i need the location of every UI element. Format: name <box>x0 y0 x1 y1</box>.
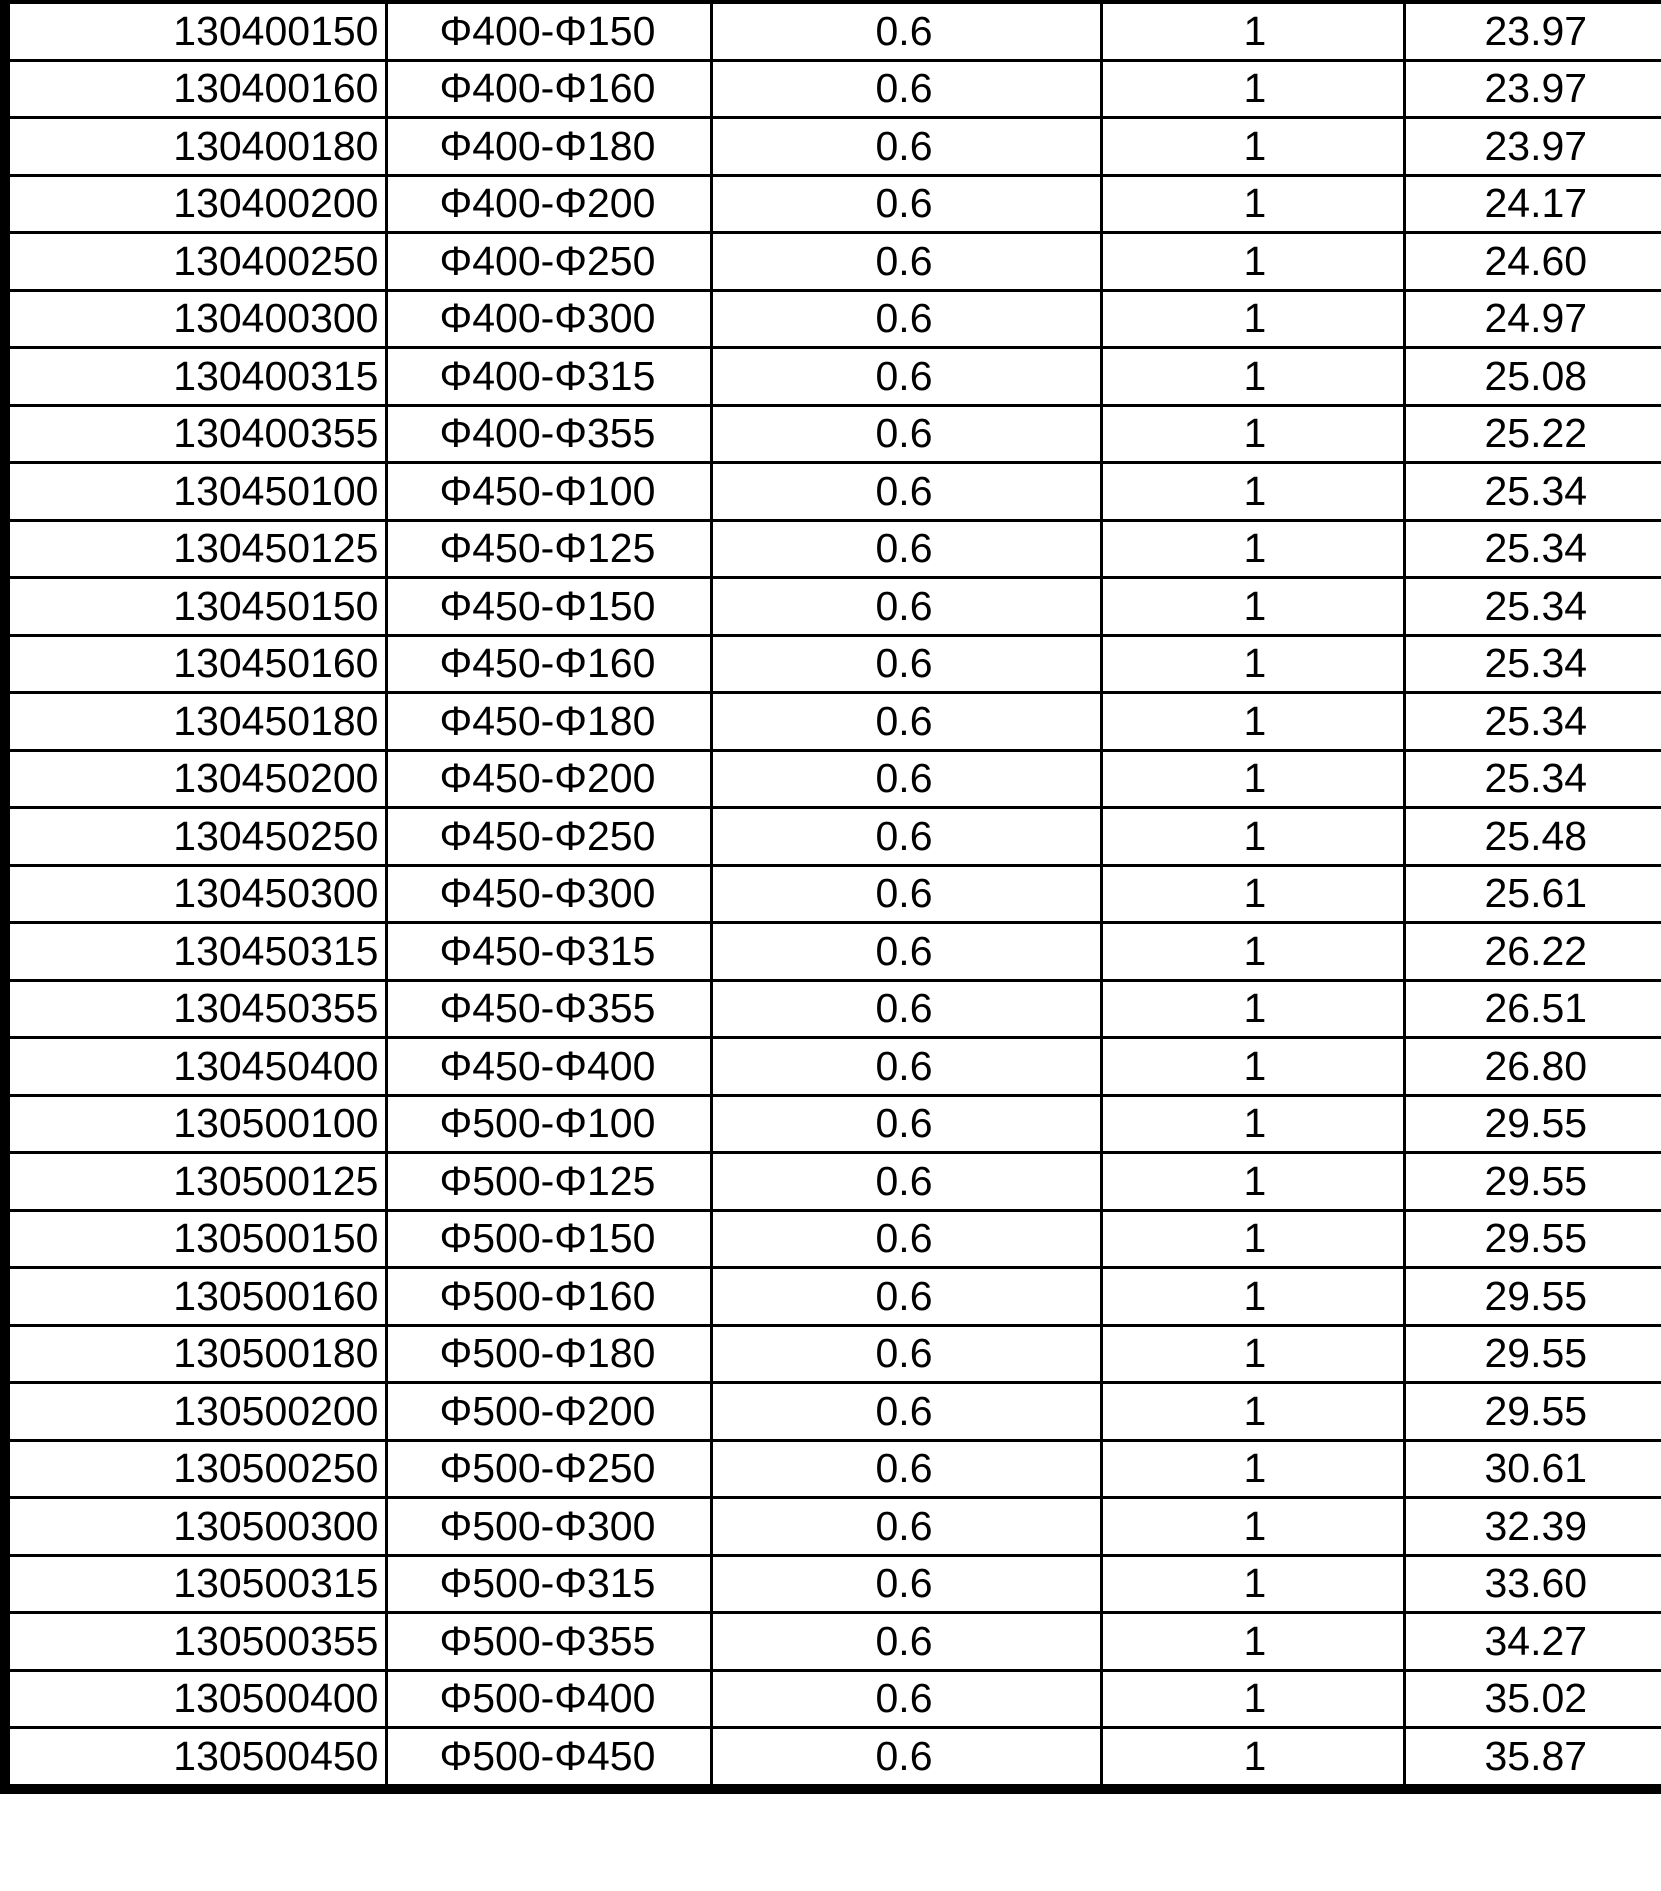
quantity-cell[interactable]: 1 <box>1101 1153 1404 1211</box>
price-cell[interactable]: 26.22 <box>1404 923 1661 981</box>
table-row <box>5 405 1661 463</box>
product-code-cell[interactable]: 130450300 <box>5 865 386 923</box>
price-cell[interactable]: 26.51 <box>1404 980 1661 1038</box>
table-row <box>5 463 1661 521</box>
spec-cell[interactable]: Φ400-Φ315 <box>386 348 711 406</box>
thickness-cell[interactable]: 0.6 <box>711 1555 1101 1613</box>
thickness-cell[interactable]: 0.6 <box>711 1613 1101 1671</box>
thickness-cell[interactable]: 0.6 <box>711 1670 1101 1728</box>
price-cell[interactable]: 32.39 <box>1404 1498 1661 1556</box>
price-cell[interactable]: 24.97 <box>1404 290 1661 348</box>
product-code-cell[interactable]: 130400300 <box>5 290 386 348</box>
quantity-cell[interactable]: 1 <box>1101 60 1404 118</box>
table-row <box>5 290 1661 348</box>
price-cell[interactable]: 25.34 <box>1404 635 1661 693</box>
price-cell[interactable]: 26.80 <box>1404 1038 1661 1096</box>
product-code-cell[interactable]: 130500300 <box>5 1498 386 1556</box>
price-cell[interactable]: 24.17 <box>1404 175 1661 233</box>
quantity-cell[interactable]: 1 <box>1101 1038 1404 1096</box>
price-cell[interactable]: 23.97 <box>1404 60 1661 118</box>
thickness-cell[interactable]: 0.6 <box>711 750 1101 808</box>
thickness-cell[interactable]: 0.6 <box>711 463 1101 521</box>
spec-cell[interactable]: Φ500-Φ150 <box>386 1210 711 1268</box>
spec-cell[interactable]: Φ500-Φ450 <box>386 1728 711 1789</box>
table-row <box>5 865 1661 923</box>
quantity-cell[interactable]: 1 <box>1101 1670 1404 1728</box>
price-cell[interactable]: 30.61 <box>1404 1440 1661 1498</box>
table-row <box>5 1210 1661 1268</box>
spec-cell[interactable]: Φ450-Φ100 <box>386 463 711 521</box>
product-code-cell[interactable]: 130500100 <box>5 1095 386 1153</box>
spec-cell[interactable]: Φ500-Φ315 <box>386 1555 711 1613</box>
product-code-cell[interactable]: 130450160 <box>5 635 386 693</box>
product-code-cell[interactable]: 130500315 <box>5 1555 386 1613</box>
spec-cell[interactable]: Φ450-Φ250 <box>386 808 711 866</box>
spec-cell[interactable]: Φ450-Φ355 <box>386 980 711 1038</box>
quantity-cell[interactable]: 1 <box>1101 980 1404 1038</box>
thickness-cell[interactable]: 0.6 <box>711 1383 1101 1441</box>
quantity-cell[interactable]: 1 <box>1101 1440 1404 1498</box>
price-cell[interactable]: 29.55 <box>1404 1325 1661 1383</box>
table-row <box>5 1728 1661 1789</box>
quantity-cell[interactable]: 1 <box>1101 118 1404 176</box>
quantity-cell[interactable]: 1 <box>1101 1095 1404 1153</box>
table-row <box>5 1153 1661 1211</box>
table-row <box>5 808 1661 866</box>
spec-cell[interactable]: Φ400-Φ355 <box>386 405 711 463</box>
table-row <box>5 348 1661 406</box>
table-row <box>5 1555 1661 1613</box>
product-code-cell[interactable]: 130500200 <box>5 1383 386 1441</box>
spec-cell[interactable]: Φ400-Φ250 <box>386 233 711 291</box>
product-code-cell[interactable]: 130400180 <box>5 118 386 176</box>
spec-cell[interactable]: Φ500-Φ355 <box>386 1613 711 1671</box>
price-cell[interactable]: 25.48 <box>1404 808 1661 866</box>
product-code-cell[interactable]: 130400355 <box>5 405 386 463</box>
thickness-cell[interactable]: 0.6 <box>711 808 1101 866</box>
product-code-cell[interactable]: 130450125 <box>5 520 386 578</box>
product-code-cell[interactable]: 130400150 <box>5 2 386 60</box>
price-cell[interactable]: 23.97 <box>1404 118 1661 176</box>
table-row <box>5 1325 1661 1383</box>
quantity-cell[interactable]: 1 <box>1101 578 1404 636</box>
spec-cell[interactable]: Φ450-Φ300 <box>386 865 711 923</box>
thickness-cell[interactable]: 0.6 <box>711 290 1101 348</box>
quantity-cell[interactable]: 1 <box>1101 923 1404 981</box>
spec-cell[interactable]: Φ450-Φ200 <box>386 750 711 808</box>
thickness-cell[interactable]: 0.6 <box>711 60 1101 118</box>
quantity-cell[interactable]: 1 <box>1101 1613 1404 1671</box>
table-row <box>5 1440 1661 1498</box>
spec-cell[interactable]: Φ400-Φ200 <box>386 175 711 233</box>
thickness-cell[interactable]: 0.6 <box>711 1498 1101 1556</box>
thickness-cell[interactable]: 0.6 <box>711 1325 1101 1383</box>
spec-cell[interactable]: Φ500-Φ125 <box>386 1153 711 1211</box>
product-code-cell[interactable]: 130400160 <box>5 60 386 118</box>
table-row <box>5 520 1661 578</box>
table-row <box>5 175 1661 233</box>
quantity-cell[interactable]: 1 <box>1101 1555 1404 1613</box>
price-cell[interactable]: 29.55 <box>1404 1095 1661 1153</box>
thickness-cell[interactable]: 0.6 <box>711 923 1101 981</box>
spec-cell[interactable]: Φ500-Φ200 <box>386 1383 711 1441</box>
thickness-cell[interactable]: 0.6 <box>711 1728 1101 1789</box>
spec-cell[interactable]: Φ450-Φ400 <box>386 1038 711 1096</box>
thickness-cell[interactable]: 0.6 <box>711 520 1101 578</box>
thickness-cell[interactable]: 0.6 <box>711 635 1101 693</box>
quantity-cell[interactable]: 1 <box>1101 348 1404 406</box>
price-cell[interactable]: 25.34 <box>1404 750 1661 808</box>
table-row <box>5 923 1661 981</box>
quantity-cell[interactable]: 1 <box>1101 1728 1404 1789</box>
thickness-cell[interactable]: 0.6 <box>711 980 1101 1038</box>
spec-cell[interactable]: Φ500-Φ100 <box>386 1095 711 1153</box>
thickness-cell[interactable]: 0.6 <box>711 693 1101 751</box>
product-code-cell[interactable]: 130450100 <box>5 463 386 521</box>
product-code-cell[interactable]: 130400200 <box>5 175 386 233</box>
spec-cell[interactable]: Φ500-Φ250 <box>386 1440 711 1498</box>
product-code-cell[interactable]: 130450150 <box>5 578 386 636</box>
product-code-cell[interactable]: 130500450 <box>5 1728 386 1789</box>
table-row <box>5 233 1661 291</box>
price-cell[interactable]: 29.55 <box>1404 1153 1661 1211</box>
spec-cell[interactable]: Φ500-Φ400 <box>386 1670 711 1728</box>
thickness-cell[interactable]: 0.6 <box>711 1038 1101 1096</box>
price-cell[interactable]: 35.02 <box>1404 1670 1661 1728</box>
product-code-cell[interactable]: 130500400 <box>5 1670 386 1728</box>
spec-cell[interactable]: Φ450-Φ160 <box>386 635 711 693</box>
quantity-cell[interactable]: 1 <box>1101 693 1404 751</box>
thickness-cell[interactable]: 0.6 <box>711 1153 1101 1211</box>
thickness-cell[interactable]: 0.6 <box>711 865 1101 923</box>
product-code-cell[interactable]: 130500125 <box>5 1153 386 1211</box>
price-cell[interactable]: 25.34 <box>1404 578 1661 636</box>
spec-cell[interactable]: Φ450-Φ150 <box>386 578 711 636</box>
table-row <box>5 578 1661 636</box>
table-row <box>5 60 1661 118</box>
price-cell[interactable]: 29.55 <box>1404 1210 1661 1268</box>
price-cell[interactable]: 33.60 <box>1404 1555 1661 1613</box>
price-cell[interactable]: 34.27 <box>1404 1613 1661 1671</box>
price-cell[interactable]: 25.08 <box>1404 348 1661 406</box>
spec-cell[interactable]: Φ500-Φ300 <box>386 1498 711 1556</box>
quantity-cell[interactable]: 1 <box>1101 1383 1404 1441</box>
thickness-cell[interactable]: 0.6 <box>711 578 1101 636</box>
quantity-cell[interactable]: 1 <box>1101 1498 1404 1556</box>
thickness-cell[interactable]: 0.6 <box>711 1268 1101 1326</box>
quantity-cell[interactable]: 1 <box>1101 405 1404 463</box>
quantity-cell[interactable]: 1 <box>1101 750 1404 808</box>
price-cell[interactable]: 29.55 <box>1404 1268 1661 1326</box>
table-row <box>5 1095 1661 1153</box>
spec-cell[interactable]: Φ400-Φ150 <box>386 2 711 60</box>
table-row <box>5 1498 1661 1556</box>
table-row <box>5 693 1661 751</box>
quantity-cell[interactable]: 1 <box>1101 290 1404 348</box>
quantity-cell[interactable]: 1 <box>1101 1268 1404 1326</box>
thickness-cell[interactable]: 0.6 <box>711 118 1101 176</box>
spec-cell[interactable]: Φ450-Φ180 <box>386 693 711 751</box>
quantity-cell[interactable]: 1 <box>1101 2 1404 60</box>
thickness-cell[interactable]: 0.6 <box>711 1095 1101 1153</box>
table-row <box>5 1613 1661 1671</box>
product-code-cell[interactable]: 130500180 <box>5 1325 386 1383</box>
product-code-cell[interactable]: 130450200 <box>5 750 386 808</box>
quantity-cell[interactable]: 1 <box>1101 1325 1404 1383</box>
thickness-cell[interactable]: 0.6 <box>711 2 1101 60</box>
table-row <box>5 1268 1661 1326</box>
table-row <box>5 1670 1661 1728</box>
product-code-cell[interactable]: 130450400 <box>5 1038 386 1096</box>
spec-cell[interactable]: Φ500-Φ180 <box>386 1325 711 1383</box>
quantity-cell[interactable]: 1 <box>1101 175 1404 233</box>
quantity-cell[interactable]: 1 <box>1101 233 1404 291</box>
thickness-cell[interactable]: 0.6 <box>711 348 1101 406</box>
quantity-cell[interactable]: 1 <box>1101 635 1404 693</box>
product-code-cell[interactable]: 130450180 <box>5 693 386 751</box>
price-cell[interactable]: 29.55 <box>1404 1383 1661 1441</box>
thickness-cell[interactable]: 0.6 <box>711 1440 1101 1498</box>
spec-cell[interactable]: Φ450-Φ125 <box>386 520 711 578</box>
table-row <box>5 2 1661 60</box>
table-row <box>5 1038 1661 1096</box>
price-cell[interactable]: 35.87 <box>1404 1728 1661 1789</box>
table-row <box>5 118 1661 176</box>
product-code-cell[interactable]: 130400250 <box>5 233 386 291</box>
price-cell[interactable]: 25.34 <box>1404 463 1661 521</box>
quantity-cell[interactable]: 1 <box>1101 808 1404 866</box>
quantity-cell[interactable]: 1 <box>1101 865 1404 923</box>
spec-cell[interactable]: Φ400-Φ300 <box>386 290 711 348</box>
product-code-cell[interactable]: 130450355 <box>5 980 386 1038</box>
table-row <box>5 750 1661 808</box>
quantity-cell[interactable]: 1 <box>1101 1210 1404 1268</box>
product-code-cell[interactable]: 130500160 <box>5 1268 386 1326</box>
price-cell[interactable]: 25.34 <box>1404 693 1661 751</box>
spec-cell[interactable]: Φ450-Φ315 <box>386 923 711 981</box>
product-code-cell[interactable]: 130500150 <box>5 1210 386 1268</box>
spec-cell[interactable]: Φ500-Φ160 <box>386 1268 711 1326</box>
price-cell[interactable]: 25.61 <box>1404 865 1661 923</box>
table-row <box>5 635 1661 693</box>
spec-cell[interactable]: Φ400-Φ160 <box>386 60 711 118</box>
price-cell[interactable]: 25.22 <box>1404 405 1661 463</box>
quantity-cell[interactable]: 1 <box>1101 463 1404 521</box>
table-row <box>5 1383 1661 1441</box>
price-cell[interactable]: 25.34 <box>1404 520 1661 578</box>
thickness-cell[interactable]: 0.6 <box>711 233 1101 291</box>
price-cell[interactable]: 23.97 <box>1404 2 1661 60</box>
product-code-cell[interactable]: 130400315 <box>5 348 386 406</box>
spec-cell[interactable]: Φ400-Φ180 <box>386 118 711 176</box>
table-body <box>5 2 1661 1789</box>
product-code-cell[interactable]: 130450250 <box>5 808 386 866</box>
thickness-cell[interactable]: 0.6 <box>711 175 1101 233</box>
table-row <box>5 980 1661 1038</box>
thickness-cell[interactable]: 0.6 <box>711 405 1101 463</box>
thickness-cell[interactable]: 0.6 <box>711 1210 1101 1268</box>
product-code-cell[interactable]: 130500250 <box>5 1440 386 1498</box>
product-code-cell[interactable]: 130450315 <box>5 923 386 981</box>
price-cell[interactable]: 24.60 <box>1404 233 1661 291</box>
product-code-cell[interactable]: 130500355 <box>5 1613 386 1671</box>
quantity-cell[interactable]: 1 <box>1101 520 1404 578</box>
